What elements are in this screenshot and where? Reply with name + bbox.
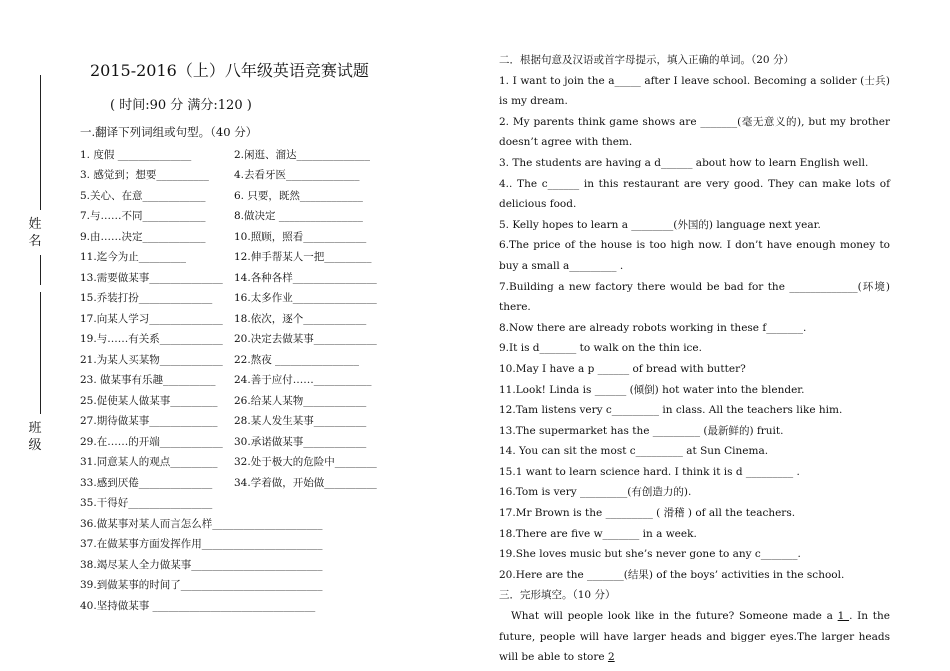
section1-rows xyxy=(80,144,410,616)
translation-item: 38.竭尽某人全力做某事_________________________ xyxy=(80,558,323,571)
class-line xyxy=(40,292,41,414)
fill-in-item: 3. The students are having a d______ about how to learn English well. xyxy=(499,156,869,169)
translation-row xyxy=(80,308,410,329)
left-column xyxy=(80,50,410,616)
binding-margin xyxy=(0,0,60,671)
fill-in-item: 11.Look! Linda is ______ (倾倒) hot water into the blender. xyxy=(499,383,805,396)
name-label: 姓名 xyxy=(28,217,42,249)
right-column xyxy=(499,50,890,668)
translation-row xyxy=(80,411,410,432)
fill-in-item: 16.Tom is very _________(有创造力的). xyxy=(499,486,692,499)
fill-in-item: 12.Tam listens very c_________ in class. All the teachers like him. xyxy=(499,404,843,417)
translation-item: 13.需要做某事______________ xyxy=(80,271,223,284)
translation-item: 8.做决定 ________________ xyxy=(234,210,363,223)
translation-row xyxy=(80,554,410,575)
name-line-bottom xyxy=(40,255,41,285)
section3-heading: 三．完形填空。（10 分） xyxy=(499,589,616,602)
fill-in-item: 4.. The c______ in this restaurant are very good. They can make lots of delicious food. xyxy=(499,177,890,211)
translation-item: 33.感到厌倦______________ xyxy=(80,476,213,489)
fill-in-item: 14. You can sit the most c_________ at Sun Cinema. xyxy=(499,445,769,458)
translation-row xyxy=(80,431,410,452)
translation-row xyxy=(80,267,410,288)
cloze-text-2: . In the future, people will have larger heads and bigger eyes.The larger heads will be able to store xyxy=(499,610,890,664)
translation-row xyxy=(80,165,410,186)
fill-in-item: 13.The supermarket has the _________ (最新鲜的) fruit. xyxy=(499,424,784,437)
translation-row xyxy=(80,247,410,268)
translation-item: 30.承诺做某事____________ xyxy=(234,435,367,448)
fill-in-item: 20.Here are the _______(结果) of the boys’ activities in the school. xyxy=(499,568,845,581)
cloze-blank-2[interactable]: 2 xyxy=(607,651,615,664)
exam-title: 2015-2016（上）八年级英语竞赛试题 xyxy=(90,61,369,80)
translation-item: 24.善于应付……___________ xyxy=(234,374,372,387)
class-label: 班级 xyxy=(28,421,42,453)
translation-item: 6. 只要，既然____________ xyxy=(234,189,363,202)
translation-item: 22.熬夜 ________________ xyxy=(234,353,360,366)
translation-item: 17.向某人学习______________ xyxy=(80,312,223,325)
translation-row xyxy=(80,472,410,493)
translation-item: 36.做某事对某人而言怎么样_____________________ xyxy=(80,517,323,530)
translation-item: 21.为某人买某物____________ xyxy=(80,353,223,366)
translation-item: 31.同意某人的观点_________ xyxy=(80,456,218,469)
translation-item: 37.在做某事方面发挥作用_______________________ xyxy=(80,538,323,551)
fill-in-item: 2. My parents think game shows are _______(毫无意义的), but my brother doesn’t agree with them. xyxy=(499,115,890,149)
cloze-text-1: What will people look like in the future? Someone made a xyxy=(511,610,838,623)
translation-item: 28.某人发生某事__________ xyxy=(234,415,367,428)
translation-item: 19.与……有关系____________ xyxy=(80,333,223,346)
translation-row xyxy=(80,575,410,596)
fill-in-item: 19.She loves music but she’s never gone to any c_______. xyxy=(499,548,801,561)
translation-item: 35.干得好________________ xyxy=(80,497,213,510)
translation-item: 20.决定去做某事____________ xyxy=(234,333,377,346)
name-line-top xyxy=(40,75,41,210)
translation-item: 7.与……不同____________ xyxy=(80,210,206,223)
fill-in-item: 18.There are five w_______ in a week. xyxy=(499,527,697,540)
fill-in-item: 5. Kelly hopes to learn a ________(外国的) language next year. xyxy=(499,218,821,231)
translation-row xyxy=(80,390,410,411)
fill-in-item: 7.Building a new factory there would be bad for the _____________(环境) there. xyxy=(499,280,890,314)
translation-row xyxy=(80,452,410,473)
translation-row xyxy=(80,370,410,391)
translation-item: 3. 感觉到；想要__________ xyxy=(80,169,209,182)
translation-row xyxy=(80,329,410,350)
translation-item: 27.期待做某事_____________ xyxy=(80,415,218,428)
translation-row xyxy=(80,226,410,247)
cloze-blank-1[interactable]: 1 xyxy=(837,610,850,623)
section2-items xyxy=(499,71,890,586)
translation-item: 26.给某人某物____________ xyxy=(234,394,367,407)
translation-row xyxy=(80,595,410,616)
translation-item: 2.闲逛、溜达______________ xyxy=(234,148,371,161)
fill-in-item: 15.1 want to learn science hard. I think it is d _________ . xyxy=(499,465,800,478)
fill-in-item: 17.Mr Brown is the _________ ( 滑稽 ) of all the teachers. xyxy=(499,507,796,520)
translation-item: 4.去看牙医______________ xyxy=(234,169,360,182)
translation-item: 15.乔装打扮______________ xyxy=(80,292,213,305)
translation-row xyxy=(80,513,410,534)
fill-in-item: 1. I want to join the a_____ after I leave school. Becoming a solider (士兵) is my dream. xyxy=(499,74,890,108)
cloze-passage xyxy=(499,606,890,668)
translation-row xyxy=(80,206,410,227)
fill-in-item: 8.Now there are already robots working in these f_______. xyxy=(499,321,807,334)
translation-item: 23. 做某事有乐趣__________ xyxy=(80,374,216,387)
fill-in-item: 9.It is d_______ to walk on the thin ice. xyxy=(499,342,702,355)
translation-item: 1. 度假 ______________ xyxy=(80,148,192,161)
translation-item: 18.依次，逐个____________ xyxy=(234,312,367,325)
translation-item: 5.关心、在意____________ xyxy=(80,189,206,202)
translation-item: 10.照顾，照看____________ xyxy=(234,230,367,243)
section2-heading: 二．根据句意及汉语或首字母提示，填入正确的单词。（20 分） xyxy=(499,54,794,66)
translation-item: 11.迄今为止_________ xyxy=(80,251,186,264)
translation-item: 25.促使某人做某事_________ xyxy=(80,394,218,407)
translation-item: 9.由……决定____________ xyxy=(80,230,206,243)
translation-row xyxy=(80,493,410,514)
translation-item: 16.太多作业________________ xyxy=(234,292,377,305)
translation-item: 34.学着做，开始做__________ xyxy=(234,476,377,489)
section1-heading: 一.翻译下列词组或句型。（40 分） xyxy=(80,125,258,139)
fill-in-item: 6.The price of the house is too high now. I don’t have enough money to buy a small a_________ . xyxy=(499,239,890,272)
translation-item: 29.在……的开端____________ xyxy=(80,435,223,448)
translation-row xyxy=(80,534,410,555)
translation-item: 32.处于极大的危险中________ xyxy=(234,456,377,469)
translation-item: 14.各种各样________________ xyxy=(234,271,377,284)
translation-row xyxy=(80,288,410,309)
fill-in-item: 10.May I have a p ______ of bread with butter? xyxy=(499,362,746,375)
translation-row xyxy=(80,144,410,165)
translation-item: 12.伸手帮某人一把_________ xyxy=(234,251,372,264)
exam-subtitle: ( 时间:90 分 满分:120 ) xyxy=(110,98,252,113)
translation-row xyxy=(80,185,410,206)
translation-row xyxy=(80,349,410,370)
translation-item: 39.到做某事的时间了___________________________ xyxy=(80,579,323,592)
translation-item: 40.坚持做某事 _______________________________ xyxy=(80,599,316,612)
